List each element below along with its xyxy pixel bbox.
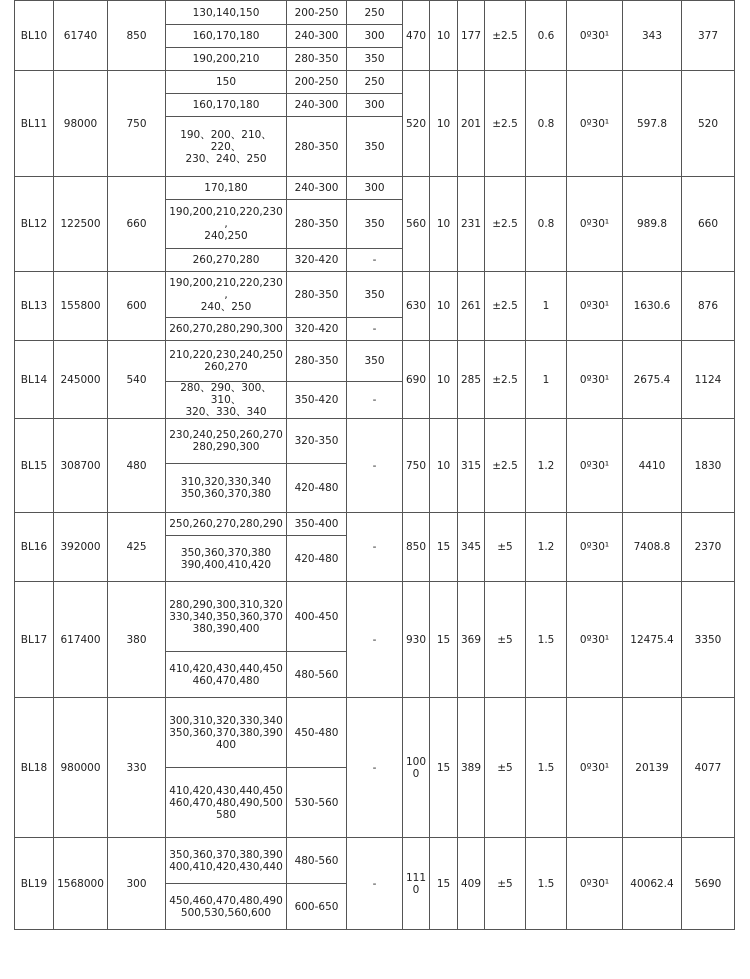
cell-p7: 1.5: [526, 838, 567, 930]
cell-p8: 0º30¹: [567, 272, 623, 341]
cell-model: BL18: [15, 698, 54, 838]
table-row: [15, 838, 735, 884]
cell-model: BL16: [15, 513, 54, 582]
cell-p9: 1630.6: [623, 272, 682, 341]
cell-p5: 177: [458, 1, 485, 71]
cell-p7: 0.6: [526, 1, 567, 71]
cell-p8: 0º30¹: [567, 341, 623, 419]
cell-model: BL17: [15, 582, 54, 698]
cell-p3: 750: [403, 419, 430, 513]
cell-p1: 98000: [54, 71, 108, 177]
cell-p5: 231: [458, 177, 485, 272]
cell-diameters: 300,310,320,330,340 350,360,370,380,390 400: [166, 698, 287, 768]
cell-range: 280-350: [287, 341, 347, 382]
cell-diameters: 410,420,430,440,450 460,470,480: [166, 652, 287, 698]
cell-c: 250: [347, 71, 403, 94]
cell-p4: 15: [430, 698, 458, 838]
cell-p1: 155800: [54, 272, 108, 341]
cell-p5: 389: [458, 698, 485, 838]
cell-c: 350: [347, 117, 403, 177]
cell-p7: 1: [526, 272, 567, 341]
cell-p4: 10: [430, 419, 458, 513]
cell-c: -: [347, 698, 403, 838]
cell-c: 350: [347, 341, 403, 382]
cell-c: -: [347, 382, 403, 419]
cell-p8: 0º30¹: [567, 71, 623, 177]
cell-p5: 369: [458, 582, 485, 698]
cell-p2: 480: [108, 419, 166, 513]
cell-p8: 0º30¹: [567, 177, 623, 272]
cell-range: 350-400: [287, 513, 347, 536]
cell-diameters: 250,260,270,280,290: [166, 513, 287, 536]
cell-c: -: [347, 513, 403, 582]
cell-p8: 0º30¹: [567, 1, 623, 71]
cell-p4: 10: [430, 71, 458, 177]
cell-p6: ±5: [485, 838, 526, 930]
cell-range: 400-450: [287, 582, 347, 652]
cell-p7: 1.2: [526, 419, 567, 513]
spec-table: [14, 0, 735, 930]
cell-range: 240-300: [287, 25, 347, 48]
cell-model: BL10: [15, 1, 54, 71]
table-row: [15, 177, 735, 200]
cell-diameters: 190,200,210,220,230, 240、250: [166, 272, 287, 318]
cell-p1: 122500: [54, 177, 108, 272]
cell-range: 480-560: [287, 652, 347, 698]
cell-p9: 4410: [623, 419, 682, 513]
cell-p4: 15: [430, 513, 458, 582]
cell-p7: 1.2: [526, 513, 567, 582]
cell-diameters: 310,320,330,340 350,360,370,380: [166, 464, 287, 513]
cell-p3: 690: [403, 341, 430, 419]
cell-p2: 380: [108, 582, 166, 698]
cell-p5: 261: [458, 272, 485, 341]
cell-p9: 597.8: [623, 71, 682, 177]
cell-p1: 245000: [54, 341, 108, 419]
cell-diameters: 210,220,230,240,250 260,270: [166, 341, 287, 382]
cell-p10: 1124: [682, 341, 735, 419]
cell-p2: 600: [108, 272, 166, 341]
cell-diameters: 160,170,180: [166, 25, 287, 48]
cell-p10: 660: [682, 177, 735, 272]
cell-p9: 7408.8: [623, 513, 682, 582]
cell-diameters: 150: [166, 71, 287, 94]
cell-p4: 15: [430, 838, 458, 930]
table-row: [15, 272, 735, 318]
cell-p4: 10: [430, 177, 458, 272]
cell-p6: ±2.5: [485, 177, 526, 272]
cell-p8: 0º30¹: [567, 419, 623, 513]
cell-model: BL15: [15, 419, 54, 513]
cell-p9: 343: [623, 1, 682, 71]
cell-p10: 1830: [682, 419, 735, 513]
cell-p7: 1.5: [526, 698, 567, 838]
cell-p5: 285: [458, 341, 485, 419]
cell-c: -: [347, 249, 403, 272]
cell-range: 480-560: [287, 838, 347, 884]
cell-model: BL13: [15, 272, 54, 341]
table-row: [15, 698, 735, 768]
table-row: [15, 341, 735, 382]
cell-diameters: 230,240,250,260,270 280,290,300: [166, 419, 287, 464]
cell-p7: 1.5: [526, 582, 567, 698]
cell-p10: 520: [682, 71, 735, 177]
cell-p2: 660: [108, 177, 166, 272]
cell-c: 350: [347, 48, 403, 71]
cell-p7: 0.8: [526, 177, 567, 272]
cell-p3: 560: [403, 177, 430, 272]
cell-p3: 1000: [403, 698, 430, 838]
cell-c: 250: [347, 1, 403, 25]
cell-diameters: 260,270,280,290,300: [166, 318, 287, 341]
cell-range: 530-560: [287, 768, 347, 838]
cell-p6: ±5: [485, 582, 526, 698]
cell-p3: 930: [403, 582, 430, 698]
cell-diameters: 280、290、300、310、 320、330、340: [166, 382, 287, 419]
cell-diameters: 130,140,150: [166, 1, 287, 25]
cell-range: 280-350: [287, 117, 347, 177]
cell-p8: 0º30¹: [567, 698, 623, 838]
cell-p9: 989.8: [623, 177, 682, 272]
cell-range: 200-250: [287, 1, 347, 25]
cell-p1: 61740: [54, 1, 108, 71]
cell-p4: 10: [430, 272, 458, 341]
cell-range: 200-250: [287, 71, 347, 94]
cell-range: 280-350: [287, 48, 347, 71]
cell-range: 240-300: [287, 177, 347, 200]
cell-range: 280-350: [287, 272, 347, 318]
cell-model: BL14: [15, 341, 54, 419]
cell-range: 350-420: [287, 382, 347, 419]
cell-p10: 3350: [682, 582, 735, 698]
cell-c: 350: [347, 200, 403, 249]
cell-p9: 2675.4: [623, 341, 682, 419]
cell-range: 600-650: [287, 884, 347, 930]
cell-p5: 409: [458, 838, 485, 930]
cell-p7: 1: [526, 341, 567, 419]
cell-p3: 630: [403, 272, 430, 341]
cell-diameters: 190,200,210,220,230, 240,250: [166, 200, 287, 249]
cell-p3: 520: [403, 71, 430, 177]
cell-model: BL19: [15, 838, 54, 930]
cell-p6: ±2.5: [485, 419, 526, 513]
table-row: [15, 71, 735, 94]
cell-p9: 40062.4: [623, 838, 682, 930]
cell-p2: 330: [108, 698, 166, 838]
cell-p5: 345: [458, 513, 485, 582]
cell-p8: 0º30¹: [567, 838, 623, 930]
cell-range: 320-420: [287, 318, 347, 341]
cell-p7: 0.8: [526, 71, 567, 177]
cell-p10: 5690: [682, 838, 735, 930]
cell-c: -: [347, 582, 403, 698]
cell-p6: ±2.5: [485, 71, 526, 177]
cell-c: 300: [347, 94, 403, 117]
cell-c: -: [347, 318, 403, 341]
table-row: [15, 419, 735, 464]
cell-range: 280-350: [287, 200, 347, 249]
cell-p6: ±2.5: [485, 341, 526, 419]
cell-c: 350: [347, 272, 403, 318]
cell-p10: 876: [682, 272, 735, 341]
cell-c: 300: [347, 177, 403, 200]
cell-diameters: 260,270,280: [166, 249, 287, 272]
cell-range: 450-480: [287, 698, 347, 768]
cell-c: -: [347, 838, 403, 930]
cell-diameters: 190、200、210、220、 230、240、250: [166, 117, 287, 177]
cell-p1: 392000: [54, 513, 108, 582]
cell-p2: 300: [108, 838, 166, 930]
cell-range: 240-300: [287, 94, 347, 117]
cell-p1: 617400: [54, 582, 108, 698]
cell-p3: 470: [403, 1, 430, 71]
cell-p3: 850: [403, 513, 430, 582]
cell-p1: 980000: [54, 698, 108, 838]
cell-p1: 308700: [54, 419, 108, 513]
cell-p10: 4077: [682, 698, 735, 838]
cell-p2: 540: [108, 341, 166, 419]
cell-diameters: 190,200,210: [166, 48, 287, 71]
cell-p4: 10: [430, 341, 458, 419]
cell-p8: 0º30¹: [567, 513, 623, 582]
cell-c: 300: [347, 25, 403, 48]
cell-p4: 10: [430, 1, 458, 71]
cell-p10: 377: [682, 1, 735, 71]
cell-range: 420-480: [287, 536, 347, 582]
cell-p5: 201: [458, 71, 485, 177]
cell-diameters: 410,420,430,440,450 460,470,480,490,500 580: [166, 768, 287, 838]
table-row: [15, 513, 735, 536]
cell-p1: 1568000: [54, 838, 108, 930]
cell-diameters: 170,180: [166, 177, 287, 200]
cell-c: -: [347, 419, 403, 513]
cell-model: BL12: [15, 177, 54, 272]
cell-p9: 20139: [623, 698, 682, 838]
cell-p2: 750: [108, 71, 166, 177]
table-row: [15, 582, 735, 652]
cell-range: 320-350: [287, 419, 347, 464]
cell-p3: 1110: [403, 838, 430, 930]
cell-model: BL11: [15, 71, 54, 177]
cell-diameters: 280,290,300,310,320 330,340,350,360,370 380,390,400: [166, 582, 287, 652]
cell-p4: 15: [430, 582, 458, 698]
cell-diameters: 450,460,470,480,490 500,530,560,600: [166, 884, 287, 930]
cell-p6: ±5: [485, 698, 526, 838]
cell-p8: 0º30¹: [567, 582, 623, 698]
cell-diameters: 350,360,370,380,390 400,410,420,430,440: [166, 838, 287, 884]
cell-diameters: 350,360,370,380 390,400,410,420: [166, 536, 287, 582]
cell-diameters: 160,170,180: [166, 94, 287, 117]
cell-p6: ±2.5: [485, 1, 526, 71]
cell-p2: 850: [108, 1, 166, 71]
cell-range: 320-420: [287, 249, 347, 272]
cell-p9: 12475.4: [623, 582, 682, 698]
cell-p2: 425: [108, 513, 166, 582]
cell-p6: ±5: [485, 513, 526, 582]
cell-p6: ±2.5: [485, 272, 526, 341]
table-row: [15, 1, 735, 25]
cell-p5: 315: [458, 419, 485, 513]
cell-range: 420-480: [287, 464, 347, 513]
cell-p10: 2370: [682, 513, 735, 582]
